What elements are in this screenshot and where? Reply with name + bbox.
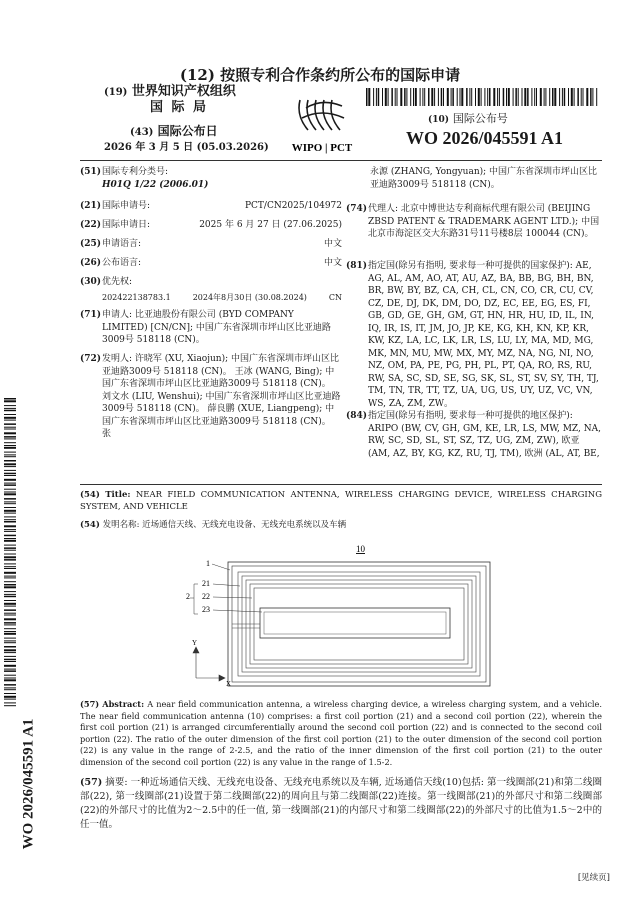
barcode-bar [4, 436, 16, 438]
field-filing-language [80, 238, 342, 251]
barcode-bar [4, 427, 16, 428]
field-inventors [80, 353, 342, 441]
barcode-bar [4, 684, 16, 686]
barcode-bar [4, 622, 16, 624]
barcode-bar [4, 420, 16, 421]
barcode-bar [4, 702, 16, 703]
figure-ref-10: 10 [356, 544, 365, 554]
barcode-bar [493, 88, 495, 106]
field-priority-code: (30) [80, 277, 102, 287]
barcode-bar [524, 88, 526, 106]
barcode-bar [471, 88, 472, 106]
continuation-note: [见续页] [577, 873, 610, 883]
field-application-number-label: 国际申请号: [102, 201, 151, 211]
field-ipc-code: (51) [80, 167, 102, 177]
pubnum-code: (10) [428, 115, 450, 125]
barcode-bar [544, 88, 545, 106]
document-title: (12) 按照专利合作条约所公布的国际申请 [179, 66, 461, 84]
barcode-bar [366, 88, 368, 106]
barcode-bar [4, 659, 16, 661]
barcode-bar [545, 88, 546, 106]
barcode-bar [4, 696, 16, 698]
barcode-bar [4, 516, 16, 517]
barcode-bar [4, 689, 16, 690]
barcode-bar [422, 88, 423, 106]
barcode-bar [4, 638, 16, 639]
barcode-bar [497, 88, 498, 106]
barcode-bar [499, 88, 500, 106]
barcode-bar [4, 445, 16, 446]
bracket-2 [190, 584, 198, 614]
barcode-bar [376, 88, 377, 106]
barcode-bar [527, 88, 529, 106]
barcode-bar [4, 545, 16, 546]
barcode-bar [4, 600, 16, 601]
field-applicant-text: 申请人: 比亚迪股份有限公司 (BYD COMPANY LIMITED) [CN/CN]; 中国广东省深圳市坪山区比亚迪路3009号 518118 (CN)。 [102, 310, 331, 345]
barcode-bar [4, 559, 16, 561]
barcode-bar [4, 460, 16, 462]
barcode-bar [388, 88, 389, 106]
first-coil [238, 572, 480, 676]
barcode-bar [4, 452, 16, 453]
header-rule [80, 160, 602, 161]
field-inventors-continued [370, 166, 602, 191]
barcode-bar [4, 656, 16, 657]
barcode-bar [457, 88, 458, 106]
barcode-bar [4, 501, 16, 502]
field-ipc-label: 国际专利分类号: [102, 167, 169, 177]
barcode-bar [404, 88, 406, 106]
field-application-number-value: PCT/CN2025/104972 [244, 201, 342, 211]
field-filing-language-value: 中文 [323, 239, 342, 249]
barcode-bar [481, 88, 482, 106]
barcode-bar [4, 408, 16, 409]
title-english-label: Title: [105, 490, 131, 500]
barcode-bar [513, 88, 514, 106]
barcode-bar [4, 603, 16, 605]
barcode-bar [4, 479, 16, 481]
field-filing-date [80, 219, 342, 232]
field-ipc [80, 166, 342, 191]
barcode-bar [410, 88, 411, 106]
barcode-bar [395, 88, 396, 106]
barcode-bar [4, 547, 16, 549]
barcode-bar [4, 414, 16, 415]
org-sub: 国 际 局 [150, 100, 209, 115]
board-outline-inner [232, 566, 486, 682]
barcode-bar [4, 613, 16, 614]
barcode-bar [484, 88, 485, 106]
barcode-bar [4, 665, 16, 667]
barcode-bar [4, 456, 16, 457]
field-priority [80, 276, 342, 304]
figure-ref-2: 2 [186, 592, 190, 601]
barcode-bar [4, 642, 16, 643]
wipo-logo [286, 96, 358, 158]
figure-ref-1: 1 [206, 559, 210, 568]
barcode-bar [4, 525, 16, 527]
barcode-bar [489, 88, 491, 106]
field-regional-states-code: (84) [346, 411, 368, 421]
barcode-bar [4, 447, 16, 449]
barcode-bar [4, 586, 16, 588]
org-block [104, 84, 236, 101]
sidebar-barcode [4, 398, 16, 708]
field-filing-date-code: (22) [80, 220, 102, 230]
barcode-bar [4, 484, 16, 486]
barcode-bar [382, 88, 383, 106]
barcode-bar [503, 88, 505, 106]
barcode-bar [4, 442, 16, 443]
field-designated-states-code: (81) [346, 261, 368, 271]
title-english [80, 489, 602, 513]
barcode-bar [4, 596, 16, 598]
title-rule [80, 484, 602, 485]
barcode-bar [4, 568, 16, 569]
barcode-bar [431, 88, 433, 106]
barcode-bar [4, 554, 16, 555]
header-barcode [366, 88, 600, 106]
barcode-bar [4, 649, 16, 651]
priority-number: 202422138783.1 [102, 292, 171, 302]
barcode-bar [413, 88, 414, 106]
field-publication-language [80, 257, 342, 270]
axis-x-label: X [226, 680, 232, 688]
field-filing-language-code: (25) [80, 239, 102, 249]
barcode-bar [466, 88, 468, 106]
barcode-bar [4, 535, 16, 537]
barcode-bar [4, 521, 16, 523]
publication-number: WO 2026/045591 A1 [406, 128, 564, 148]
barcode-bar [461, 88, 463, 106]
barcode-bar [571, 88, 573, 106]
field-applicant [80, 309, 342, 347]
barcode-bar [4, 609, 16, 611]
barcode-bar [420, 88, 421, 106]
pubdate-code: (43) [130, 127, 154, 138]
barcode-bar [4, 466, 16, 467]
barcode-bar [4, 566, 16, 567]
barcode-bar [4, 576, 16, 577]
axis-indicator [193, 647, 225, 681]
barcode-bar [4, 615, 16, 616]
title-chinese-text: 发明名称: 近场通信天线、无线充电设备、无线充电系统以及车辆 [102, 520, 347, 530]
field-regional-states-text: 指定国(除另有指明, 要求每一种可提供的地区保护): ARIPO (BW, CV, GH, GM, KE, LR, LS, MW, MZ, NA, RW, SC, SD, SL, ST, SZ, TZ, UG, ZM, ZW), 欧亚 (AM, AZ, BY, KG, KZ, RU, TJ, TM), 欧洲 (AL, AT, BE, [368, 411, 601, 459]
barcode-bar [451, 88, 452, 106]
barcode-bar [428, 88, 430, 106]
barcode-bar [4, 513, 16, 514]
barcode-bar [4, 594, 16, 595]
barcode-bar [4, 492, 16, 493]
abstract-chinese-text: 摘要: 一种近场通信天线、无线充电设备、无线充电系统以及车辆, 近场通信天线(10)包括: 第一线圈部(21)和第二线圈部(22), 第一线圈部(21)设置于第二线圈部(22)的周向且与第二线圈部(22)连接。第一线圈部(21)的外部尺寸和第二线圈部(22)的外部尺寸的比值为2～2.5中的任一值, 第一线圈部(21)的内部尺寸和第二线圈部(22)的外部尺寸的比值为1.5～2中的任一值。 [80, 777, 603, 830]
barcode-bar [415, 88, 417, 106]
barcode-bar [554, 88, 556, 106]
barcode-bar [508, 88, 510, 106]
abstract-english [80, 699, 602, 768]
title-chinese [80, 519, 602, 531]
barcode-bar [4, 503, 16, 504]
barcode-bar [518, 88, 519, 106]
barcode-bar [552, 88, 554, 106]
barcode-bar [4, 675, 16, 676]
barcode-bar [4, 489, 16, 490]
barcode-bar [4, 640, 16, 641]
leader-23 [213, 610, 262, 612]
barcode-bar [4, 417, 16, 419]
field-regional-states [346, 410, 602, 460]
field-agent-text: 代理人: 北京中博世达专利商标代理有限公司 (BEIJING ZBSD PATENT & TRADEMARK AGENT LTD.); 中国北京市海淀区交大东路31号11号楼8层 100044 (CN)。 [368, 204, 600, 239]
barcode-bar [564, 88, 566, 106]
field-applicant-code: (71) [80, 310, 102, 320]
wipo-logo-text: WIPO | PCT [291, 142, 353, 154]
barcode-bar [443, 88, 444, 106]
barcode-bar [4, 572, 16, 574]
figure-ref-22: 22 [202, 592, 210, 601]
figure-ref-21: 21 [202, 579, 210, 588]
barcode-bar [378, 88, 380, 106]
barcode-bar [424, 88, 425, 106]
pubnum-label-block [428, 112, 508, 127]
field-inventors-code: (72) [80, 354, 102, 364]
barcode-bar [522, 88, 523, 106]
abstract-chinese [80, 776, 602, 832]
abstract-english-label: Abstract: [102, 699, 145, 709]
barcode-bar [540, 88, 542, 106]
barcode-bar [562, 88, 563, 106]
barcode-bar [4, 646, 16, 648]
title-chinese-code: (54) [80, 520, 100, 530]
barcode-bar [4, 498, 16, 500]
barcode-bar [406, 88, 407, 106]
barcode-bar [4, 699, 16, 700]
barcode-bar [4, 538, 16, 539]
barcode-bar [515, 88, 517, 106]
axis-y-label: Y [192, 639, 198, 647]
barcode-bar [506, 88, 507, 106]
barcode-bar [592, 88, 593, 106]
org-name: 世界知识产权组织 [131, 84, 236, 99]
field-designated-states-text: 指定国(除另有指明, 要求每一种可提供的国家保护): AE, AG, AL, AM, AO, AT, AU, AZ, BA, BB, BG, BH, BN, BR, BW, BY, BZ, CA, CH, CL, CN, CO, CR, CU, CV, CZ, DE, DJ, DK, DM, DO, DZ, EC, EE, EG, ES, FI, GB, GD, GE, GH, GM, GT, HN, HR, HU, ID, IL, IN, IQ, IR, IS, IT, JM, JO, JP, KE, KG, KH, KN, KP, KR, KW, KZ, LA, LC, LK, LR, LS, LU, LY, MA, MD, MG, MK, MN, MU, MW, MX, MY, MZ, NA, NG, NI, NO, NZ, OM, PA, PE, PG, PH, PL, PT, QA, RO, RS, RU, RW, SA, SC, SD, SE, SG, SK, SL, ST, SV, SY, TH, TJ, TM, TN, TR, TT, TZ, UA, UG, US, UY, UZ, VC, VN, WS, ZA, ZM, ZW。 [368, 261, 599, 409]
leader-21 [213, 584, 240, 586]
sidebar-publication-number-text: WO 2026/045591 A1 [20, 718, 37, 850]
barcode-bar [4, 429, 16, 430]
field-priority-label: 优先权: [102, 277, 133, 287]
barcode-bar [4, 618, 16, 620]
barcode-bar [4, 633, 16, 635]
barcode-bar [397, 88, 398, 106]
barcode-bar [441, 88, 443, 106]
barcode-bar [581, 88, 582, 106]
field-agent-code: (74) [346, 204, 368, 214]
barcode-bar [4, 483, 16, 484]
barcode-bar [531, 88, 532, 106]
pubdate-block [130, 124, 218, 140]
field-designated-states [346, 260, 602, 410]
barcode-bar [534, 88, 535, 106]
figure-ref-23: 23 [202, 605, 210, 614]
barcode-bar [4, 670, 16, 672]
barcode-bar [4, 669, 16, 670]
field-publication-language-label: 公布语言: [102, 258, 142, 268]
barcode-bar [559, 88, 560, 106]
barcode-bar [4, 423, 16, 425]
priority-date: 2024年8月30日 (30.08.2024) [192, 292, 307, 302]
barcode-bar [4, 606, 16, 607]
barcode-bar [4, 519, 16, 520]
barcode-bar [4, 405, 16, 406]
pubdate-value: 2026 年 3 月 5 日 (05.03.2026) [104, 142, 269, 153]
barcode-bar [536, 88, 537, 106]
barcode-bar [4, 473, 16, 475]
barcode-bar [434, 88, 435, 106]
barcode-bar [4, 438, 16, 439]
barcode-bar [4, 400, 16, 402]
barcode-bar [368, 88, 370, 106]
barcode-bar [4, 493, 16, 495]
barcode-bar [583, 88, 584, 106]
barcode-bar [4, 398, 16, 400]
priority-country: CN [328, 292, 342, 302]
barcode-bar [4, 679, 16, 681]
barcode-bar [577, 88, 579, 106]
field-application-number [80, 200, 342, 213]
barcode-bar [4, 693, 16, 694]
barcode-bar [475, 88, 476, 106]
wipo-logo-mark [299, 100, 344, 130]
title-english-code: (54) [80, 490, 100, 500]
barcode-bar [438, 88, 439, 106]
field-application-number-code: (21) [80, 201, 102, 211]
sidebar-publication-number [19, 710, 39, 858]
leader-1 [212, 564, 230, 570]
barcode-bar [4, 591, 16, 592]
barcode-bar [4, 678, 16, 679]
barcode-bar [4, 628, 16, 629]
barcode-bar [400, 88, 402, 106]
field-filing-date-label: 国际申请日: [102, 220, 151, 230]
abstract-english-text: A near field communication antenna, a wireless charging device, a wireless charging system, and a vehicle. The near field communication antenna (10) comprises: a first coil portion (21) and a second coil portion (22), wherein the first coil portion (21) is arranged circumferentially around the second coil portion (22) and is connected to the second coil portion (22). The ratio of the outer dimension of the first coil portion (21) to the outer dimension of the second coil portion (22) is any value in the range of 2-2.5, and the ratio of the inner dimension of the first coil portion (21) to the outer dimension of the second coil portion (22) is any value in the range of 1.5-2. [80, 699, 602, 767]
field-filing-date-value: 2025 年 6 月 27 日 (27.06.2025) [199, 220, 342, 230]
barcode-bar [4, 529, 16, 530]
barcode-bar [4, 463, 16, 465]
barcode-bar [478, 88, 480, 106]
barcode-bar [4, 432, 16, 434]
pubdate-label: 国际公布日 [157, 124, 218, 138]
barcode-bar [568, 88, 569, 106]
barcode-bar [4, 410, 16, 412]
barcode-bar [4, 687, 16, 688]
barcode-bar [391, 88, 393, 106]
barcode-bar [574, 88, 575, 106]
field-publication-language-code: (26) [80, 258, 102, 268]
title-english-text: NEAR FIELD COMMUNICATION ANTENNA, WIRELESS CHARGING DEVICE, WIRELESS CHARGING SYSTEM, AND VEHICLE [80, 490, 603, 512]
field-agent [346, 203, 602, 241]
board-outline-outer [228, 562, 490, 686]
field-publication-language-value: 中文 [323, 258, 342, 268]
barcode-bar [4, 454, 16, 455]
barcode-bar [4, 581, 16, 582]
barcode-bar [4, 540, 16, 542]
barcode-bar [4, 470, 16, 471]
second-coil [260, 608, 450, 638]
barcode-bar [447, 88, 449, 106]
barcode-bar [4, 507, 16, 508]
abstract-chinese-code: (57) [80, 777, 103, 788]
second-coil-inner [264, 612, 446, 634]
field-filing-language-label: 申请语言: [102, 239, 142, 249]
sidebar [4, 398, 40, 858]
barcode-bar [4, 550, 16, 551]
field-ipc-value: H01Q 1/22 (2006.01) [102, 179, 209, 190]
barcode-bar [4, 631, 16, 632]
pubnum-label: 国际公布号 [452, 112, 508, 125]
barcode-bar [4, 577, 16, 578]
field-inventors-continued-text: 永源 (ZHANG, Yongyuan); 中国广东省深圳市坪山区比亚迪路3009号 518118 (CN)。 [370, 167, 598, 190]
abstract-english-code: (57) [80, 699, 100, 709]
barcode-bar [4, 563, 16, 564]
org-code: (19) [104, 87, 128, 98]
barcode-bar [385, 88, 387, 106]
barcode-bar [549, 88, 550, 106]
barcode-bar [590, 88, 592, 106]
barcode-bar [4, 475, 16, 476]
barcode-bar [596, 88, 597, 106]
barcode-bar [4, 556, 16, 558]
barcode-bar [4, 531, 16, 532]
barcode-bar [586, 88, 588, 106]
drawing-figure [180, 538, 510, 696]
barcode-bar [4, 624, 16, 625]
barcode-bar [460, 88, 461, 106]
field-inventors-text: 发明人: 许晓军 (XU, Xiaojun); 中国广东省深圳市坪山区比亚迪路3009号 518118 (CN)。 王冰 (WANG, Bing); 中国广东省深圳市坪山区比亚迪路3009号 518118 (CN)。 刘文水 (LIU, Wenshui); 中国广东省深圳市坪山区比亚迪路3009号 518118 (CN)。 薛良鹏 (XUE, Liangpeng); 中国广东省深圳市坪山区比亚迪路3009号 518118 (CN)。 张 [102, 354, 341, 439]
barcode-bar [4, 661, 16, 662]
barcode-bar [469, 88, 470, 106]
barcode-bar [487, 88, 488, 106]
barcode-bar [452, 88, 454, 106]
barcode-bar [4, 652, 16, 653]
barcode-bar [4, 584, 16, 586]
barcode-bar [4, 705, 16, 706]
barcode-bar [373, 88, 374, 106]
barcode-bar [4, 510, 16, 512]
